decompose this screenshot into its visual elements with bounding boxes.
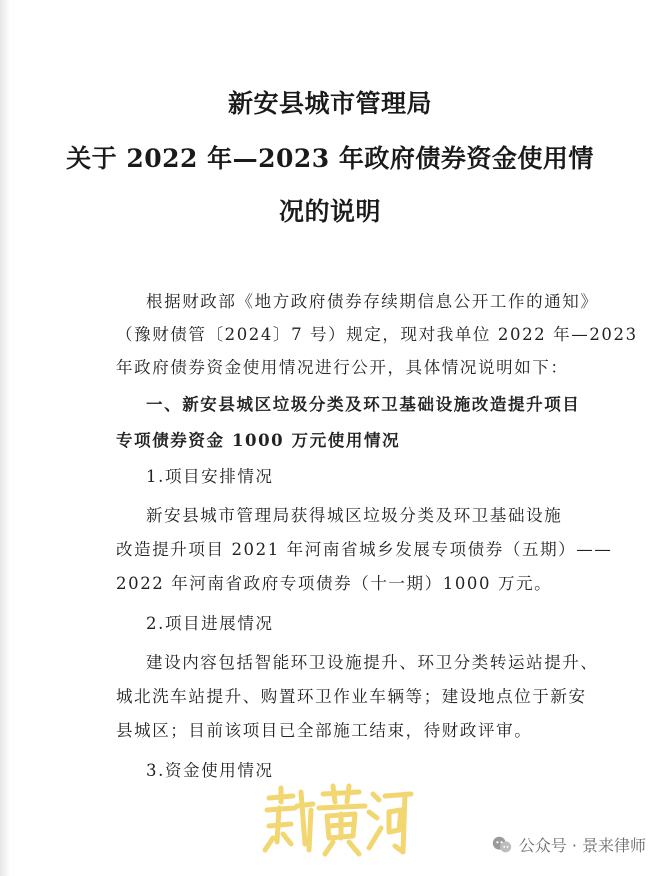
- paragraph-2-line-2: 改造提升项目 2021 年河南省城乡发展专项债券（五期）——: [116, 540, 613, 559]
- document-title-line-1: 新安县城市管理局: [227, 89, 432, 118]
- paragraph-1-line-2: （豫财债管〔2024〕7 号）规定，现对我单位 2022 年—2023: [116, 325, 638, 344]
- paragraph-1-line-3: 年政府债券资金使用情况进行公开，具体情况说明如下：: [116, 358, 569, 377]
- document-title-line-2: 关于 2022 年—2023 年政府债券资金使用情: [66, 144, 594, 173]
- wechat-icon: [491, 834, 513, 856]
- section-1-heading-line-2: 专项债券资金 1000 万元使用情况: [116, 431, 401, 450]
- subheading-2: 2.项目进展情况: [146, 614, 274, 633]
- wechat-account-text: 公众号 · 景来律师: [518, 836, 646, 855]
- paragraph-1-line-1: 根据财政部《地方政府债券存续期信息公开工作的通知》: [146, 292, 599, 311]
- section-1-heading-line-1: 一、新安县城区垃圾分类及环卫基础设施改造提升项目: [146, 395, 581, 414]
- subheading-1: 1.项目安排情况: [146, 467, 274, 486]
- wechat-account-label: [491, 833, 646, 856]
- page-edge: [0, 0, 10, 876]
- document-title-line-3: 况的说明: [278, 197, 381, 226]
- paragraph-3-line-1: 建设内容包括智能环卫设施提升、环卫分类转运站提升、: [146, 653, 599, 672]
- paragraph-3-line-2: 城北洗车站提升、购置环卫作业车辆等；建设地点位于新安: [116, 687, 587, 706]
- xinhuanghe-watermark: [255, 780, 415, 860]
- paragraph-3-line-3: 县城区；目前该项目已全部施工结束，待财政评审。: [116, 721, 533, 740]
- paragraph-2-line-1: 新安县城市管理局获得城区垃圾分类及环卫基础设施: [146, 506, 563, 525]
- subheading-3: 3.资金使用情况: [146, 761, 274, 780]
- paragraph-2-line-3: 2022 年河南省政府专项债券（十一期）1000 万元。: [116, 574, 553, 593]
